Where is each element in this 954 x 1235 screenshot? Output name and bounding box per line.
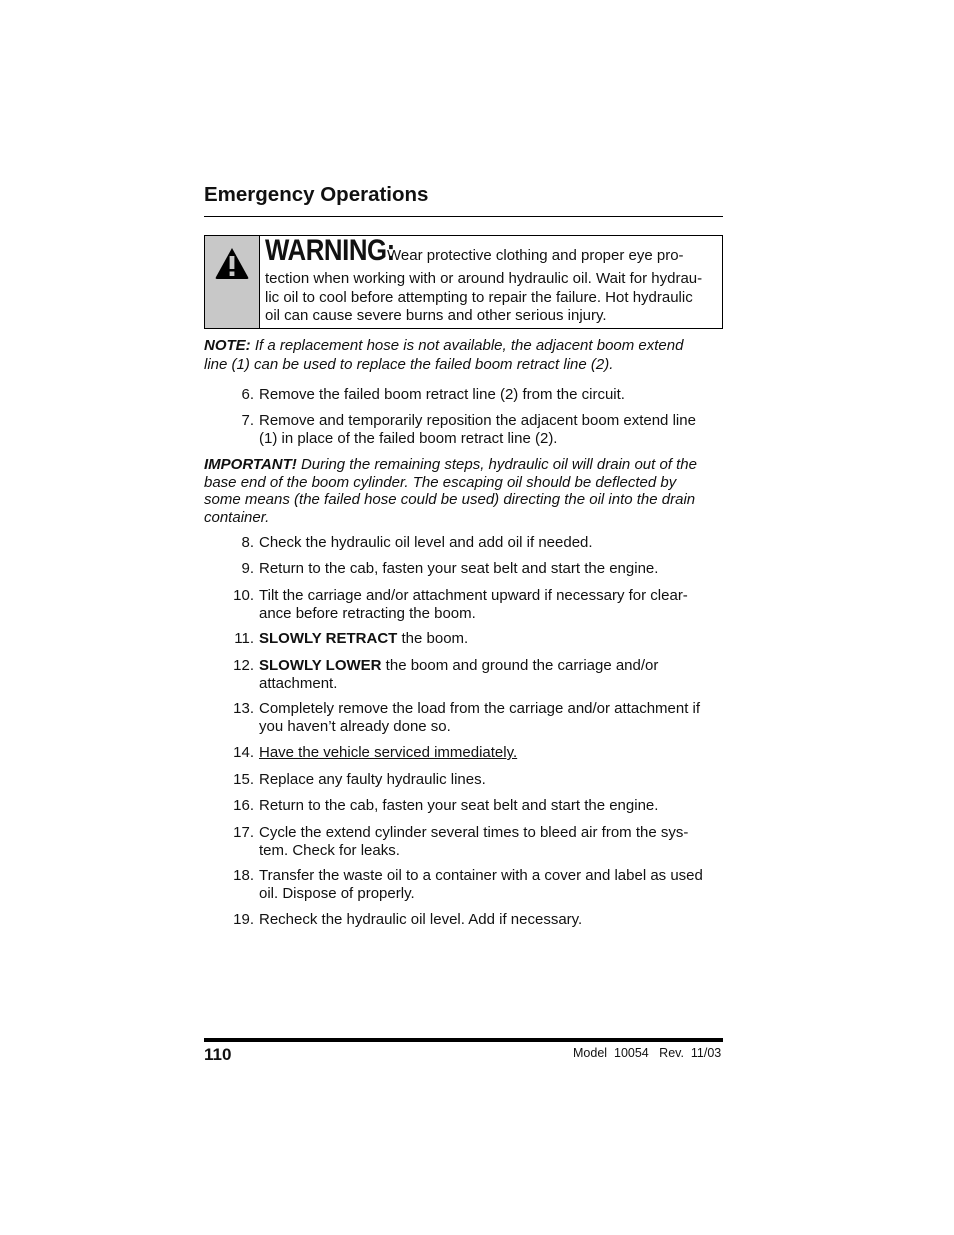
warning-text — [260, 236, 722, 328]
warning-line: oil can cause severe burns and other serious injury. — [265, 307, 607, 324]
step-text: Completely remove the load from the carriage and/or attachment if — [259, 700, 701, 717]
step-text: Replace any faulty hydraulic lines. — [259, 771, 486, 788]
step-text: Check the hydraulic oil level and add oil if needed. — [259, 534, 593, 551]
important-line: some means (the failed hose could be used) directing the oil into the drain — [204, 491, 696, 508]
step-text: oil. Dispose of properly. — [259, 884, 415, 902]
note-paragraph — [204, 337, 724, 373]
step-text: the boom. — [397, 630, 469, 647]
step-text: you haven’t already done so. — [259, 717, 451, 735]
step-emphasis: SLOWLY RETRACT — [259, 630, 398, 647]
important-line: container. — [204, 508, 270, 526]
step-number: 17. — [233, 824, 254, 841]
important-paragraph — [204, 456, 724, 526]
step-text: Have the vehicle serviced immediately. — [259, 744, 518, 761]
step-text: Transfer the waste oil to a container with a cover and label as used — [259, 867, 703, 884]
warning-label: WARNING: — [265, 234, 395, 267]
note-line: line (1) can be used to replace the failed boom retract line (2). — [204, 355, 614, 373]
step-number: 16. — [233, 797, 254, 814]
step-emphasis: SLOWLY LOWER — [259, 657, 382, 674]
step-text: Tilt the carriage and/or attachment upward if necessary for clear- — [259, 587, 688, 604]
step-text: Recheck the hydraulic oil level. Add if necessary. — [259, 911, 583, 928]
step-text: Return to the cab, fasten your seat belt and start the engine. — [259, 797, 659, 814]
step-number: 19. — [233, 911, 254, 928]
step-number: 7. — [241, 412, 254, 429]
step-number: 8. — [241, 534, 254, 551]
step-text: tem. Check for leaks. — [259, 841, 400, 859]
step-text: Return to the cab, fasten your seat belt and start the engine. — [259, 560, 659, 577]
step-number: 14. — [233, 744, 254, 761]
step-number: 12. — [233, 657, 254, 674]
footer-divider — [204, 1038, 723, 1042]
step-number: 15. — [233, 771, 254, 788]
step-number: 11. — [234, 630, 254, 647]
step-text: Cycle the extend cylinder several times to bleed air from the sys- — [259, 824, 689, 841]
warning-line: Wear protective clothing and proper eye pro- — [387, 247, 684, 264]
step-number: 18. — [233, 867, 254, 884]
step-text: (1) in place of the failed boom retract line (2). — [259, 429, 558, 447]
warning-triangle-icon — [214, 246, 250, 280]
warning-line: tection when working with or around hydraulic oil. Wait for hydrau- — [265, 270, 703, 287]
warning-box — [204, 235, 723, 329]
step-text: the boom and ground the carriage and/or — [381, 657, 659, 674]
note-label: NOTE: — [204, 337, 251, 354]
step-text: ance before retracting the boom. — [259, 604, 476, 622]
warning-gutter — [205, 236, 260, 328]
title-divider — [204, 216, 723, 217]
step-text: Remove the failed boom retract line (2) from the circuit. — [259, 386, 625, 403]
step-number: 13. — [233, 700, 254, 717]
warning-line: lic oil to cool before attempting to repair the failure. Hot hydraulic — [265, 288, 693, 306]
step-text: attachment. — [259, 674, 338, 692]
footer-model-revision: Model 10054 Rev. 11/03 — [573, 1046, 722, 1060]
important-line: base end of the boom cylinder. The escaping oil should be deflected by — [204, 473, 677, 491]
important-line: During the remaining steps, hydraulic oil will drain out of the — [300, 456, 697, 473]
important-label: IMPORTANT! — [204, 456, 297, 473]
page-number: 110 — [204, 1045, 232, 1064]
step-number: 6. — [241, 386, 254, 403]
note-line: If a replacement hose is not available, the adjacent boom extend — [254, 337, 684, 354]
step-number: 9. — [241, 560, 254, 577]
step-number: 10. — [233, 587, 254, 604]
page-title: Emergency Operations — [204, 183, 429, 206]
step-text: Remove and temporarily reposition the adjacent boom extend line — [259, 412, 696, 429]
